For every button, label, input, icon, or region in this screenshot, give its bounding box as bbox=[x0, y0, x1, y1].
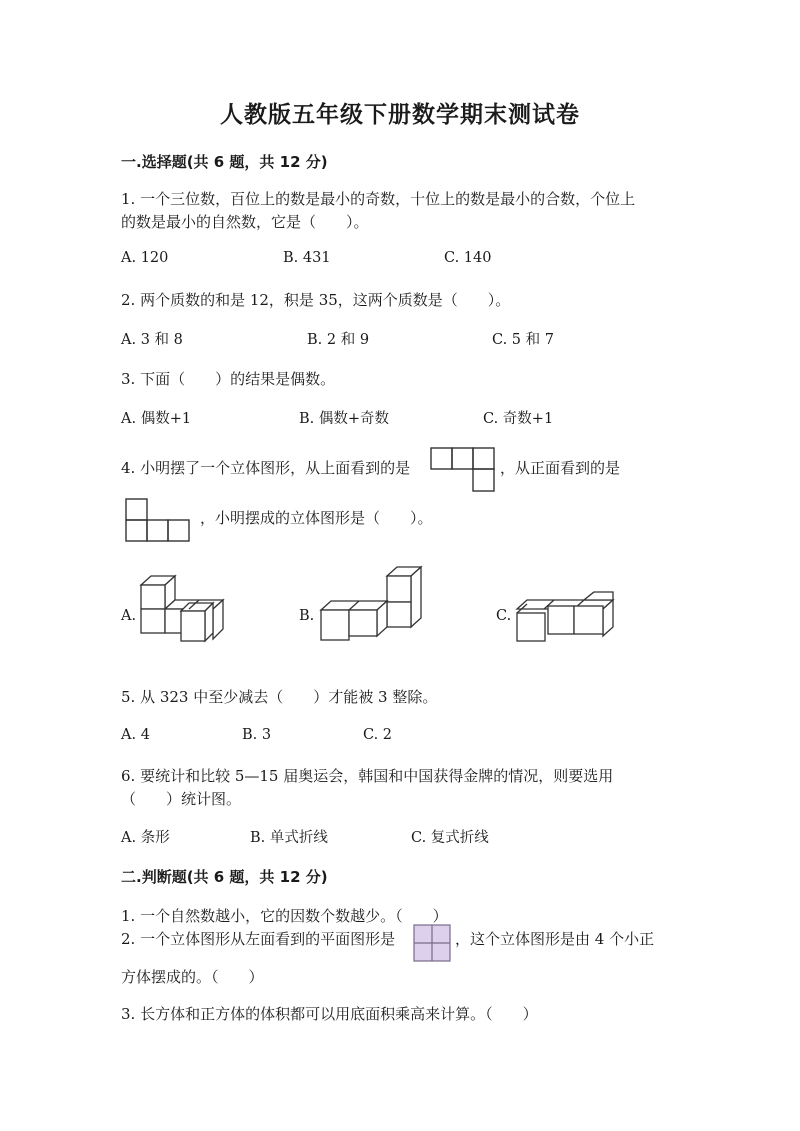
judgment-1-text: 1. 一个自然数越小，它的因数个数越少。（ ） bbox=[121, 907, 448, 925]
question-5-option-c[interactable]: C. 2 bbox=[363, 727, 393, 743]
question-1-option-b[interactable]: B. 431 bbox=[283, 250, 331, 266]
question-4-text-c: ，小明摆成的立体图形是（ ）。 bbox=[200, 509, 433, 527]
question-6-line-1: 6. 要统计和比较 5—15 届奥运会，韩国和中国获得金牌的情况，则要选用 bbox=[121, 767, 614, 785]
judgment-2-text-b: ，这个立体图形是由 4 个小正 bbox=[455, 930, 655, 948]
question-3-text: 3. 下面（ ）的结果是偶数。 bbox=[121, 370, 336, 388]
question-3-option-a[interactable]: A. 偶数+1 bbox=[121, 411, 192, 427]
option-b-cube-figure[interactable] bbox=[318, 566, 424, 646]
question-6-option-a[interactable]: A. 条形 bbox=[121, 830, 170, 846]
question-3-option-c[interactable]: C. 奇数+1 bbox=[483, 411, 554, 427]
left-view-grid-figure bbox=[413, 924, 451, 962]
question-4-option-a[interactable]: A. bbox=[121, 608, 137, 624]
question-3-option-b[interactable]: B. 偶数+奇数 bbox=[299, 411, 390, 427]
judgment-2-line-2: 方体摆成的。（ ） bbox=[121, 968, 264, 986]
question-1-option-a[interactable]: A. 120 bbox=[121, 250, 169, 266]
question-5-text: 5. 从 323 中至少减去（ ）才能被 3 整除。 bbox=[121, 688, 438, 706]
section-heading-choice: 一.选择题(共 6 题，共 12 分) bbox=[121, 153, 328, 171]
question-4-text-a: 4. 小明摆了一个立体图形，从上面看到的是 bbox=[121, 459, 411, 477]
question-2-option-a[interactable]: A. 3 和 8 bbox=[121, 332, 183, 348]
judgment-3-text: 3. 长方体和正方体的体积都可以用底面积乘高来计算。（ ） bbox=[121, 1005, 538, 1023]
question-6-option-b[interactable]: B. 单式折线 bbox=[250, 830, 328, 846]
question-4-text-b: ，从正面看到的是 bbox=[500, 459, 621, 477]
question-1-line-1: 1. 一个三位数，百位上的数是最小的奇数，十位上的数是最小的合数，个位上 bbox=[121, 190, 636, 208]
question-6-option-c[interactable]: C. 复式折线 bbox=[411, 830, 489, 846]
question-4-option-c[interactable]: C. bbox=[496, 608, 512, 624]
question-5-option-a[interactable]: A. 4 bbox=[121, 727, 150, 743]
question-2-option-b[interactable]: B. 2 和 9 bbox=[307, 332, 370, 348]
question-2-option-c[interactable]: C. 5 和 7 bbox=[492, 332, 554, 348]
section-heading-judgment: 二.判断题(共 6 题，共 12 分) bbox=[121, 868, 328, 886]
question-2-text: 2. 两个质数的和是 12，积是 35，这两个质数是（ ）。 bbox=[121, 291, 511, 309]
judgment-2-text-a: 2. 一个立体图形从左面看到的平面图形是 bbox=[121, 930, 396, 948]
option-a-cube-figure[interactable] bbox=[138, 573, 230, 645]
question-4-option-b[interactable]: B. bbox=[299, 608, 315, 624]
question-6-line-2: （ ）统计图。 bbox=[121, 790, 242, 808]
top-view-figure bbox=[430, 447, 496, 493]
page-title: 人教版五年级下册数学期末测试卷 bbox=[220, 101, 580, 128]
front-view-figure bbox=[125, 498, 191, 544]
option-c-cube-figure[interactable] bbox=[514, 591, 616, 645]
question-1-line-2: 的数是最小的自然数，它是（ ）。 bbox=[121, 213, 369, 231]
question-5-option-b[interactable]: B. 3 bbox=[242, 727, 272, 743]
question-1-option-c[interactable]: C. 140 bbox=[444, 250, 492, 266]
